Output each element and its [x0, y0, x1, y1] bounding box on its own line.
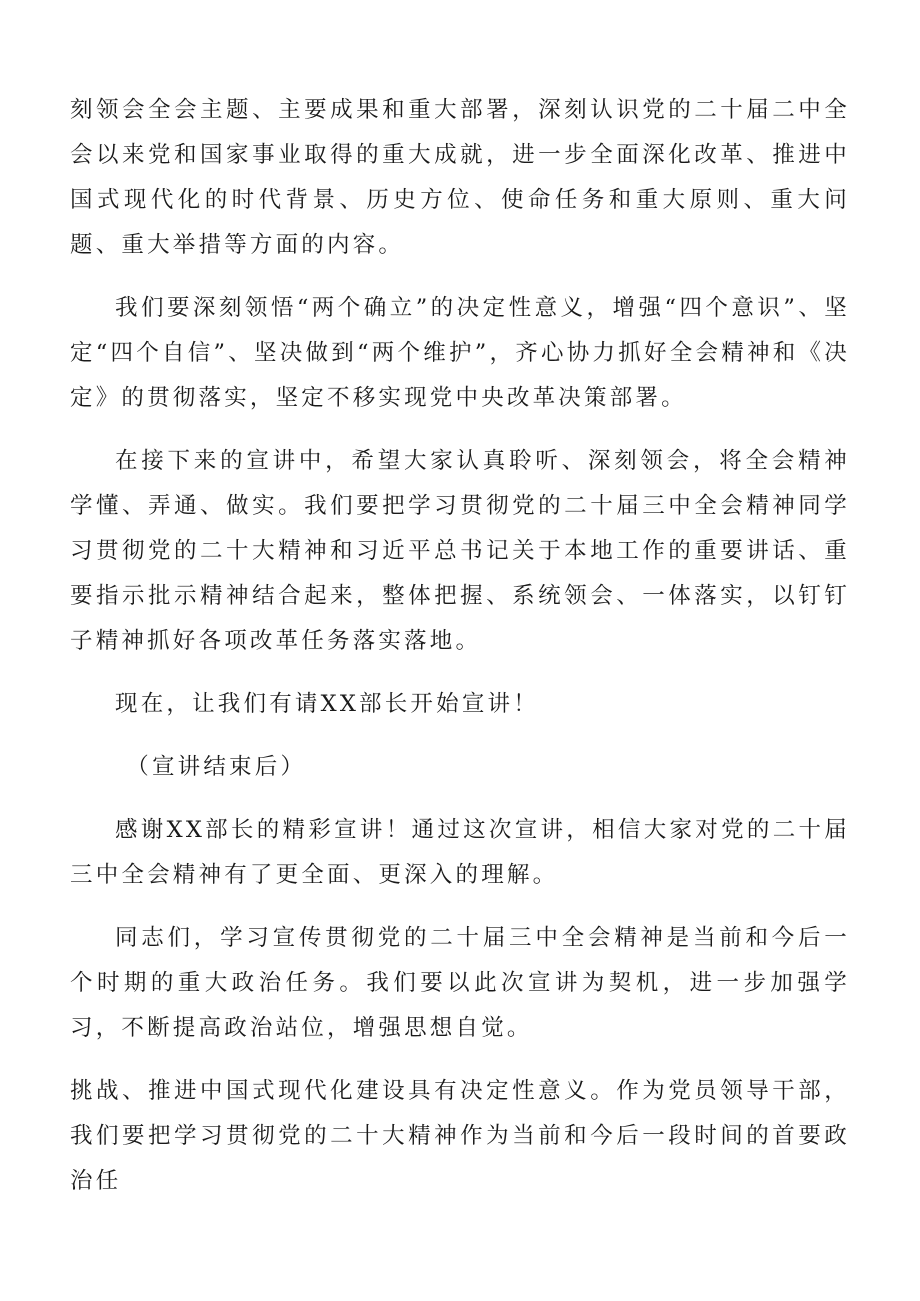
paragraph-8: 挑战、推进中国式现代化建设具有决定性意义。作为党员领导干部，我们要把学习贯彻党的二十大精神作为当前和今后一段时间的首要政治任: [70, 1078, 850, 1194]
paragraph-3: 在接下来的宣讲中，希望大家认真聆听、深刻领会，将全会精神学懂、弄通、做实。我们要把学习贯彻党的二十届三中全会精神同学习贯彻党的二十大精神和习近平总书记关于本地工作的重要讲话、重要指示批示精神结合起来，整体把握、系统领会、一体落实，以钉钉子精神抓好各项改革任务落实落地。: [70, 448, 850, 654]
paragraph-2: 我们要深刻领悟“两个确立”的决定性意义，增强“四个意识”、坚定“四个自信”、坚决做到“两个维护”，齐心协力抓好全会精神和《决定》的贯彻落实，坚定不移实现党中央改革决策部署。: [70, 295, 850, 411]
paragraph-6: 感谢XX部长的精彩宣讲！通过这次宣讲，相信大家对党的二十届三中全会精神有了更全面、更深入的理解。: [70, 817, 850, 888]
paragraph-1: 刻领会全会主题、主要成果和重大部署，深刻认识党的二十届二中全会以来党和国家事业取得的重大成就，进一步全面深化改革、推进中国式现代化的时代背景、历史方位、使命任务和重大原则、重大问题、重大举措等方面的内容。: [70, 97, 850, 258]
paragraph-7: 同志们，学习宣传贯彻党的二十届三中全会精神是当前和今后一个时期的重大政治任务。我们要以此次宣讲为契机，进一步加强学习，不断提高政治站位，增强思想自觉。: [70, 925, 850, 1041]
paragraph-5-note: （宣讲结束后）: [126, 754, 307, 780]
paragraph-4: 现在，让我们有请XX部长开始宣讲！: [115, 691, 539, 717]
